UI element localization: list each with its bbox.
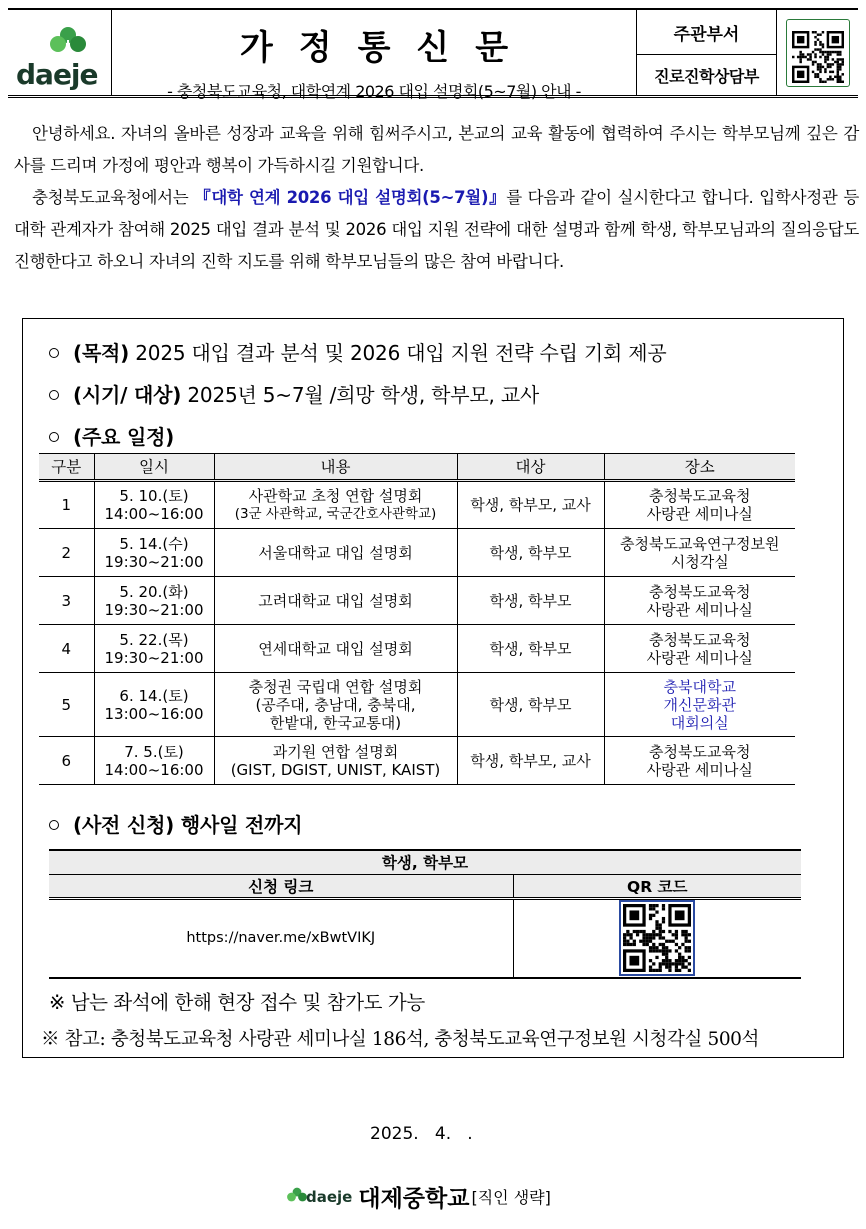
schedule-cell-target <box>457 529 604 577</box>
schedule-cell-content-line: 한밭대, 한국교통대) <box>269 713 402 732</box>
schedule-cell-datetime-line: 6. 14.(토) <box>119 686 189 705</box>
schedule-cell-no <box>39 673 94 737</box>
schedule-cell-datetime <box>94 481 214 529</box>
apply-qr-code[interactable] <box>619 900 695 976</box>
schedule-cell-datetime <box>94 673 214 737</box>
schedule-cell-datetime-line: 7. 5.(토) <box>124 742 184 761</box>
schedule-cell-place-line: 충청북도교육청 <box>649 742 751 761</box>
schedule-cell-datetime-line: 14:00~16:00 <box>104 505 204 523</box>
schedule-cell-no-line: 5 <box>61 695 72 714</box>
footer-logo-text: daeje <box>306 1187 353 1206</box>
qr-code-icon <box>792 31 844 83</box>
note-capacity: ※ 참고: 충청북도교육청 사랑관 세미나실 186석, 충청북도교육연구정보원 시청각실 500석 <box>41 1029 760 1050</box>
dept-value: 진로진학상담부 <box>654 66 759 86</box>
schedule-cell-target <box>457 625 604 673</box>
bullet-circle-icon <box>49 348 59 358</box>
document-subtitle: - 충청북도교육청, 대학연계 2026 대입 설명회(5~7월) 안내 - <box>167 82 581 101</box>
schedule-cell-datetime-line: 5. 10.(토) <box>119 487 189 505</box>
schedule-table <box>39 453 795 785</box>
schedule-cell-place-line: 시청각실 <box>670 552 729 571</box>
schedule-cell-content <box>214 625 457 673</box>
schedule-cell-content-line: 충청권 국립대 연합 설명회 <box>248 677 423 696</box>
logo-text: daeje <box>16 58 98 91</box>
logo-cell <box>8 10 112 95</box>
schedule-cell-place-line: 사랑관 세미나실 <box>646 505 753 523</box>
apply-link[interactable]: https://naver.me/xBwtVIKJ <box>49 898 513 978</box>
footer-seal-note: [직인 생략] <box>471 1188 551 1207</box>
schedule-cell-place-line: 사랑관 세미나실 <box>646 648 753 667</box>
apply-col-qr: QR 코드 <box>513 874 801 898</box>
intro-p2-pre: 충청북도교육청에서는 <box>32 188 195 207</box>
period-text: 2025년 5~7월 /희망 학생, 학부모, 교사 <box>181 383 540 407</box>
schedule-cell-no-line: 6 <box>61 751 72 770</box>
clover-logo-icon <box>286 1187 308 1207</box>
schedule-cell-no <box>39 737 94 785</box>
schedule-cell-datetime-line: 19:30~21:00 <box>104 552 204 571</box>
bullet-circle-icon <box>49 432 59 442</box>
schedule-cell-no <box>39 577 94 625</box>
schedule-cell-place-line: 충청북도교육청 <box>649 630 751 649</box>
intro-paragraph-2 <box>14 182 859 278</box>
schedule-row <box>39 577 795 625</box>
schedule-cell-content <box>214 529 457 577</box>
header-qr-code[interactable] <box>786 19 850 87</box>
details-box <box>22 318 844 1058</box>
schedule-cell-target <box>457 673 604 737</box>
schedule-cell-place-line: 대회의실 <box>670 713 729 732</box>
purpose-text: 2025 대입 결과 분석 및 2026 대입 지원 전략 수립 기회 제공 <box>129 341 667 365</box>
schedule-cell-no-line: 1 <box>61 496 72 514</box>
schedule-cell-no <box>39 529 94 577</box>
schedule-cell-target <box>457 737 604 785</box>
schedule-cell-place <box>604 625 795 673</box>
schedule-cell-no-line: 3 <box>61 591 72 610</box>
apply-col-link: 신청 링크 <box>49 874 513 898</box>
col-header-target: 대상 <box>457 454 604 481</box>
schedule-cell-content-line: 고려대학교 대입 설명회 <box>258 591 413 610</box>
dept-cell <box>637 10 777 95</box>
schedule-cell-datetime-line: 19:30~21:00 <box>104 648 204 667</box>
apply-text: 행사일 전까지 <box>174 813 303 837</box>
schedule-cell-place <box>604 481 795 529</box>
schedule-cell-content-line: 서울대학교 대입 설명회 <box>258 543 413 562</box>
schedule-item <box>49 421 174 450</box>
schedule-cell-place <box>604 529 795 577</box>
schedule-cell-content <box>214 673 457 737</box>
footer-school-name: 대제중학교 <box>358 1186 470 1212</box>
document-header <box>8 8 858 101</box>
col-header-content: 내용 <box>214 454 457 481</box>
schedule-cell-datetime <box>94 577 214 625</box>
schedule-cell-place-line: 사랑관 세미나실 <box>646 760 753 779</box>
schedule-cell-place-line: 충북대학교 <box>663 677 736 696</box>
schedule-cell-content-line: (공주대, 충남대, 충북대, <box>255 695 416 714</box>
intro-p2-post: 를 다음과 같이 실시한다고 합니다. 입학사정관 등 대학 관계자가 참여해 2025 대입 결과 분석 및 2026 대입 지원 전략에 대한 설명과 함께 학생, 학부모님과의 질의응답도 진행한다고 하오니 자녀의 진학 지도를 위해 학부모님들의 많은 참여 바랍니다. <box>14 188 859 271</box>
schedule-cell-no <box>39 481 94 529</box>
apply-item <box>49 809 302 838</box>
col-header-datetime: 일시 <box>94 454 214 481</box>
header-qr-cell <box>777 10 858 95</box>
purpose-item <box>49 337 667 366</box>
col-header-no: 구분 <box>39 454 94 481</box>
apply-qr-cell <box>513 898 801 978</box>
bullet-circle-icon <box>49 390 59 400</box>
schedule-cell-place <box>604 673 795 737</box>
schedule-row <box>39 625 795 673</box>
issue-date: 2025. 4. . <box>370 1124 473 1144</box>
schedule-cell-target-line: 학생, 학부모, 교사 <box>470 496 591 514</box>
schedule-row <box>39 481 795 529</box>
schedule-row <box>39 737 795 785</box>
note-seat: ※ 남는 좌석에 한해 현장 접수 및 참가도 가능 <box>49 991 425 1014</box>
schedule-cell-target-line: 학생, 학부모 <box>489 639 572 658</box>
intro-paragraph-1: 안녕하세요. 자녀의 올바른 성장과 교육을 위해 힘써주시고, 본교의 교육 활동에 협력하여 주시는 학부모님께 깊은 감사를 드리며 가정에 평안과 행복이 가득하시길 기원합니다. <box>14 124 859 175</box>
period-item <box>49 379 539 408</box>
schedule-cell-no <box>39 625 94 673</box>
schedule-cell-target-line: 학생, 학부모 <box>489 695 572 714</box>
schedule-cell-content <box>214 481 457 529</box>
period-label: (시기/ 대상) <box>73 383 182 407</box>
event-title-highlight: 『대학 연계 2026 대입 설명회(5~7월)』 <box>194 188 507 207</box>
apply-label: (사전 신청) <box>73 813 175 837</box>
schedule-cell-target-line: 학생, 학부모 <box>489 591 572 610</box>
schedule-label: (주요 일정) <box>73 425 175 449</box>
schedule-cell-target-line: 학생, 학부모, 교사 <box>470 751 591 770</box>
schedule-cell-content-line: (3군 사관학교, 국군간호사관학교) <box>234 506 437 522</box>
schedule-cell-datetime-line: 5. 14.(수) <box>119 534 189 553</box>
schedule-cell-content-line: 과기원 연합 설명회 <box>272 742 399 761</box>
schedule-header-row <box>39 454 795 481</box>
schedule-cell-place-line: 충청북도교육연구정보원 <box>620 534 780 553</box>
schedule-cell-content-line: 사관학교 초청 연합 설명회 <box>248 487 423 505</box>
schedule-cell-datetime-line: 5. 22.(목) <box>119 630 189 649</box>
schedule-row <box>39 673 795 737</box>
clover-logo-icon <box>48 26 88 62</box>
schedule-cell-datetime <box>94 737 214 785</box>
col-header-place: 장소 <box>604 454 795 481</box>
schedule-cell-place-line: 충청북도교육청 <box>649 487 751 505</box>
dept-label: 주관부서 <box>637 10 776 55</box>
schedule-cell-place-line: 사랑관 세미나실 <box>646 600 753 619</box>
schedule-cell-content <box>214 577 457 625</box>
purpose-label: (목적) <box>73 341 130 365</box>
schedule-cell-content <box>214 737 457 785</box>
schedule-cell-no-line: 2 <box>61 543 72 562</box>
schedule-cell-content-line: (GIST, DGIST, UNIST, KAIST) <box>230 760 441 779</box>
schedule-cell-no-line: 4 <box>61 639 72 658</box>
intro-text <box>14 118 859 278</box>
apply-table-head: 학생, 학부모 <box>49 850 801 874</box>
apply-table <box>49 849 801 979</box>
schedule-cell-datetime-line: 19:30~21:00 <box>104 600 204 619</box>
schedule-cell-datetime <box>94 625 214 673</box>
schedule-cell-target-line: 학생, 학부모 <box>489 543 572 562</box>
schedule-cell-target <box>457 577 604 625</box>
qr-code-icon <box>623 904 691 972</box>
schedule-cell-place <box>604 577 795 625</box>
schedule-cell-datetime <box>94 529 214 577</box>
schedule-cell-datetime-line: 14:00~16:00 <box>104 760 204 779</box>
schedule-cell-place <box>604 737 795 785</box>
schedule-cell-target <box>457 481 604 529</box>
schedule-cell-content-line: 연세대학교 대입 설명회 <box>258 639 413 658</box>
document-title: 가정통신문 <box>239 28 535 68</box>
footer-signature <box>286 1180 551 1213</box>
schedule-cell-datetime-line: 5. 20.(화) <box>119 582 189 601</box>
bullet-circle-icon <box>49 820 59 830</box>
schedule-cell-place-line: 충청북도교육청 <box>649 582 751 601</box>
schedule-cell-place-line: 개신문화관 <box>663 695 736 714</box>
title-cell <box>112 10 637 101</box>
schedule-row <box>39 529 795 577</box>
schedule-cell-datetime-line: 13:00~16:00 <box>104 704 204 723</box>
